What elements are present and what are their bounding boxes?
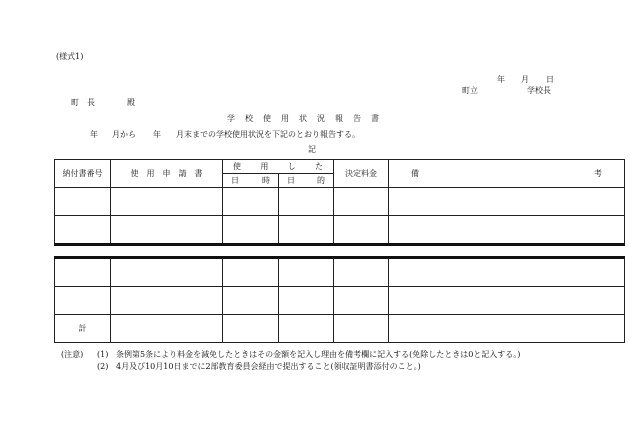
table-row bbox=[55, 188, 625, 216]
ki-mark: 記 bbox=[308, 145, 316, 154]
notes-heading: (注意) bbox=[61, 350, 84, 359]
usage-report-table bbox=[54, 159, 625, 343]
school-town: 町立 bbox=[462, 86, 478, 95]
table-row bbox=[55, 287, 625, 315]
usage-top-char-3: し bbox=[287, 162, 296, 171]
note-2-num: (2) bbox=[97, 362, 109, 371]
note-1-text: 条例第5条により料金を減免したときはその金額を記入し理由を備考欄に記入する(免除したときは0と記入する。) bbox=[116, 350, 521, 359]
page-title: 学 校 使 用 状 況 報 告 書 bbox=[227, 114, 380, 123]
total-row bbox=[55, 315, 625, 343]
table-row bbox=[55, 258, 625, 287]
intro-year1: 年 bbox=[90, 130, 98, 139]
usage-top-char-1: 使 bbox=[233, 162, 241, 171]
header-fee: 決定料金 bbox=[334, 160, 389, 188]
total-label: 計 bbox=[55, 315, 111, 343]
header-usage-top bbox=[223, 160, 334, 174]
remarks-char-1: 備 bbox=[411, 169, 419, 178]
sub-char-1: 日 bbox=[231, 176, 239, 185]
usage-top-char-4: た bbox=[314, 162, 323, 171]
note-1-num: (1) bbox=[97, 350, 109, 359]
header-row-top bbox=[55, 160, 625, 174]
usage-top-char-2: 用 bbox=[260, 162, 269, 171]
header-receipt-no: 納付書番号 bbox=[55, 160, 111, 188]
form-label: (様式1) bbox=[56, 52, 84, 61]
date-month: 月 bbox=[521, 75, 529, 84]
table-row bbox=[55, 216, 625, 245]
header-date-time bbox=[223, 174, 279, 188]
remarks-char-2: 考 bbox=[594, 169, 602, 178]
header-application: 使 用 申 請 書 bbox=[111, 160, 223, 188]
intro-from: 月から bbox=[112, 130, 136, 139]
school-principal: 学校長 bbox=[527, 86, 551, 95]
addressee-town-head: 町 長 bbox=[71, 98, 95, 107]
sub-char-2: 時 bbox=[262, 176, 270, 185]
table-separator bbox=[55, 245, 625, 258]
sub-char-4: 的 bbox=[317, 176, 325, 185]
addressee-honorific: 殿 bbox=[127, 98, 135, 107]
header-purpose bbox=[279, 174, 334, 188]
intro-until: 月末までの学校使用状況を下記のとおり報告する。 bbox=[176, 130, 360, 139]
header-remarks bbox=[389, 160, 625, 188]
intro-year2: 年 bbox=[153, 130, 161, 139]
note-2-text: 4月及び10月10日までに2部教育委員会経由で提出すること(領収証明書添付のこと。) bbox=[116, 362, 421, 371]
date-day: 日 bbox=[546, 75, 554, 84]
sub-char-3: 日 bbox=[287, 176, 295, 185]
date-year: 年 bbox=[497, 75, 505, 84]
